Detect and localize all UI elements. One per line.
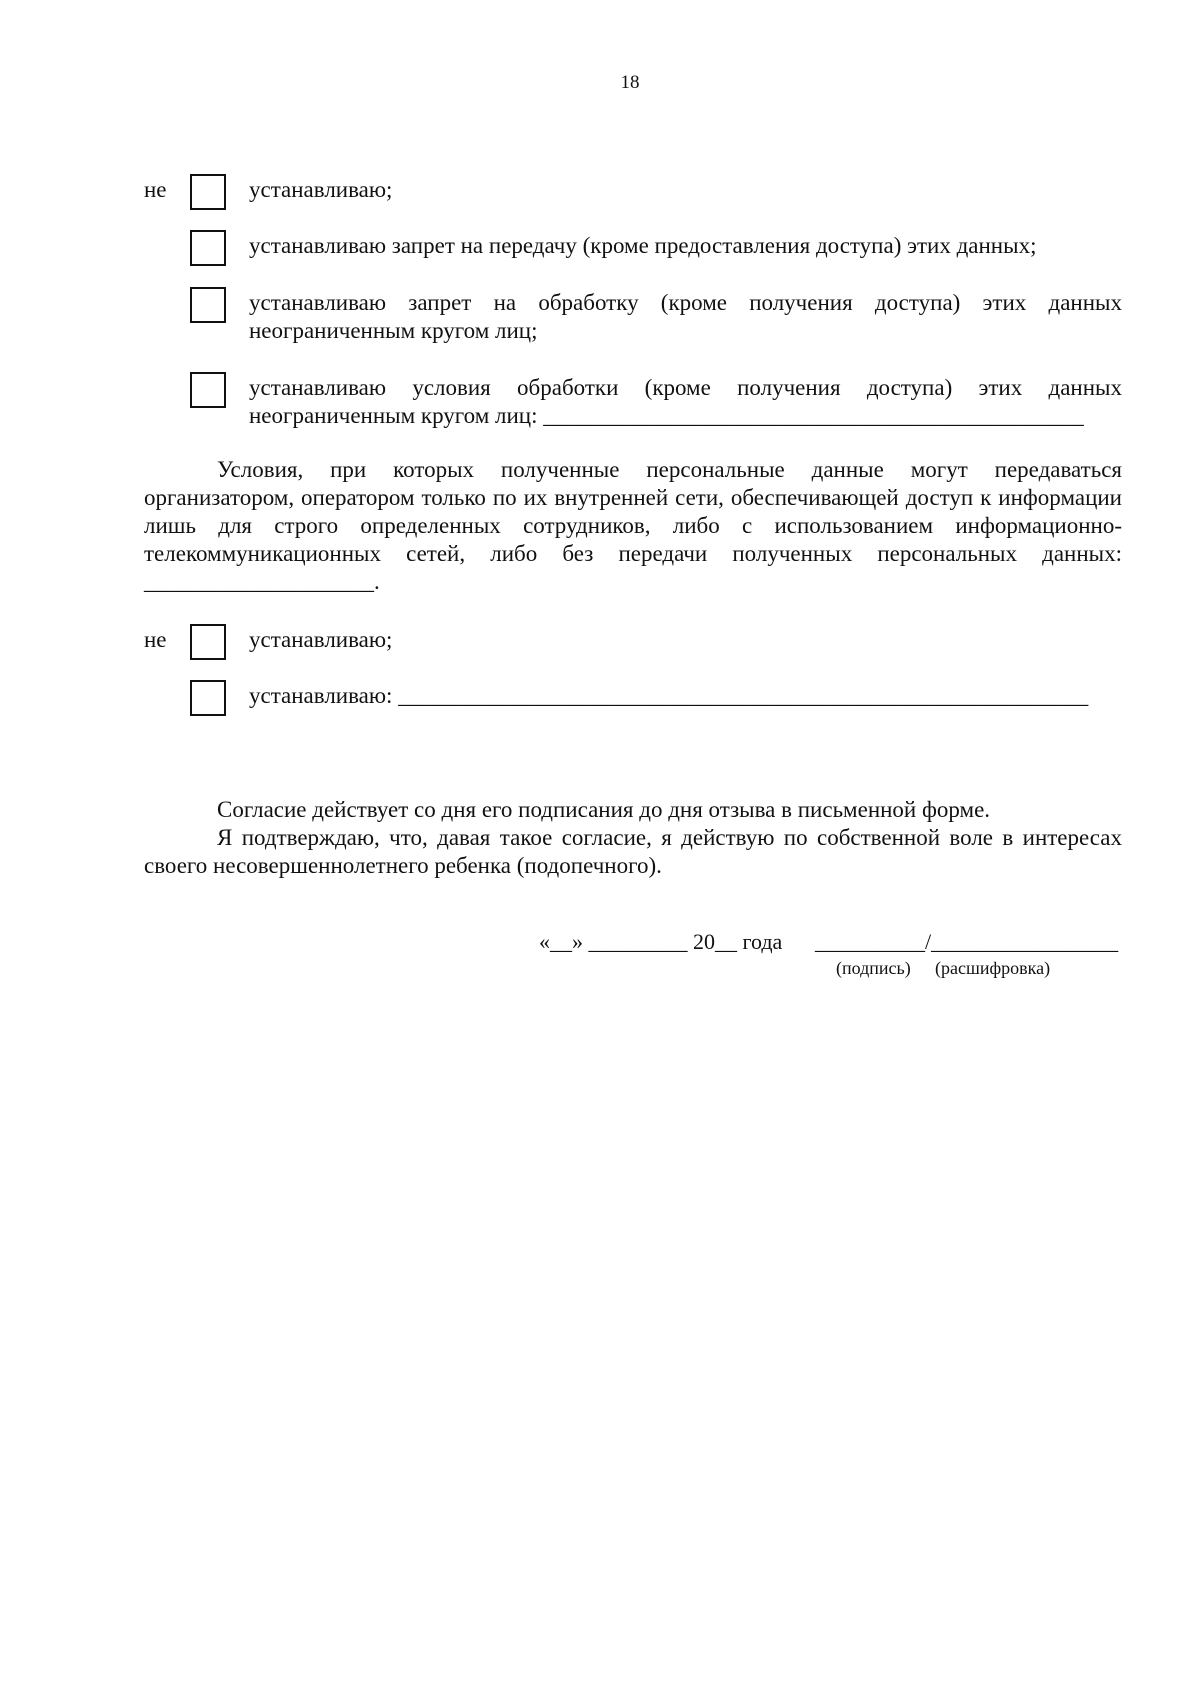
caption-signature: (подпись) bbox=[836, 958, 911, 978]
checkbox-not-set-1[interactable] bbox=[190, 174, 226, 210]
confirm-paragraph: Я подтверждаю, что, давая такое согласие, я действую по собственной воле в интересах своего несовершеннолетнего ребенка (подопечного). bbox=[144, 825, 1122, 878]
option-label: устанавливаю; bbox=[249, 627, 393, 652]
checkbox-ban-processing[interactable] bbox=[190, 287, 226, 323]
option-prefix-not: не bbox=[144, 177, 167, 202]
checkbox-not-set-2[interactable] bbox=[190, 624, 226, 660]
option-label-line-1: устанавливаю запрет на обработку (кроме получения доступа) этих данных bbox=[249, 290, 1122, 315]
option-label: устанавливаю запрет на передачу (кроме предоставления доступа) этих данных; bbox=[249, 233, 1037, 258]
option-label: устанавливаю; bbox=[249, 177, 393, 202]
option-label: устанавливаю: ____________________________________________________________ bbox=[249, 683, 1089, 708]
signature-date: «__» _________ 20__ года bbox=[539, 929, 783, 954]
option-label bbox=[249, 374, 1122, 430]
option-label-line-2: неограниченным кругом лиц; bbox=[249, 318, 538, 343]
consent-line: Согласие действует со дня его подписания до дня отзыва в письменной форме. bbox=[217, 797, 991, 822]
page-number: 18 bbox=[620, 72, 640, 93]
option-label-line-2: неограниченным кругом лиц: _______________________________________________ bbox=[249, 403, 1084, 428]
checkbox-set-conditions[interactable] bbox=[190, 680, 226, 716]
checkbox-processing-conditions[interactable] bbox=[190, 372, 226, 408]
option-label-line-1: устанавливаю условия обработки (кроме получения доступа) этих данных bbox=[249, 375, 1122, 400]
signature-line: __________/_________________ bbox=[815, 929, 1119, 954]
checkbox-ban-transfer[interactable] bbox=[190, 230, 226, 266]
option-label bbox=[249, 289, 1122, 345]
option-prefix-not: не bbox=[144, 627, 167, 652]
caption-decoding: (расшифровка) bbox=[935, 958, 1051, 978]
conditions-paragraph: Условия, при которых полученные персональные данные могут передаваться организатором, оператором только по их внутренней сети, обеспечивающей доступ к информации лишь для строго определенных сотрудников, либо с использованием информационно-телекоммуникационных сетей, либо без передачи полученных персональных данных: ____________________. bbox=[144, 457, 1122, 594]
